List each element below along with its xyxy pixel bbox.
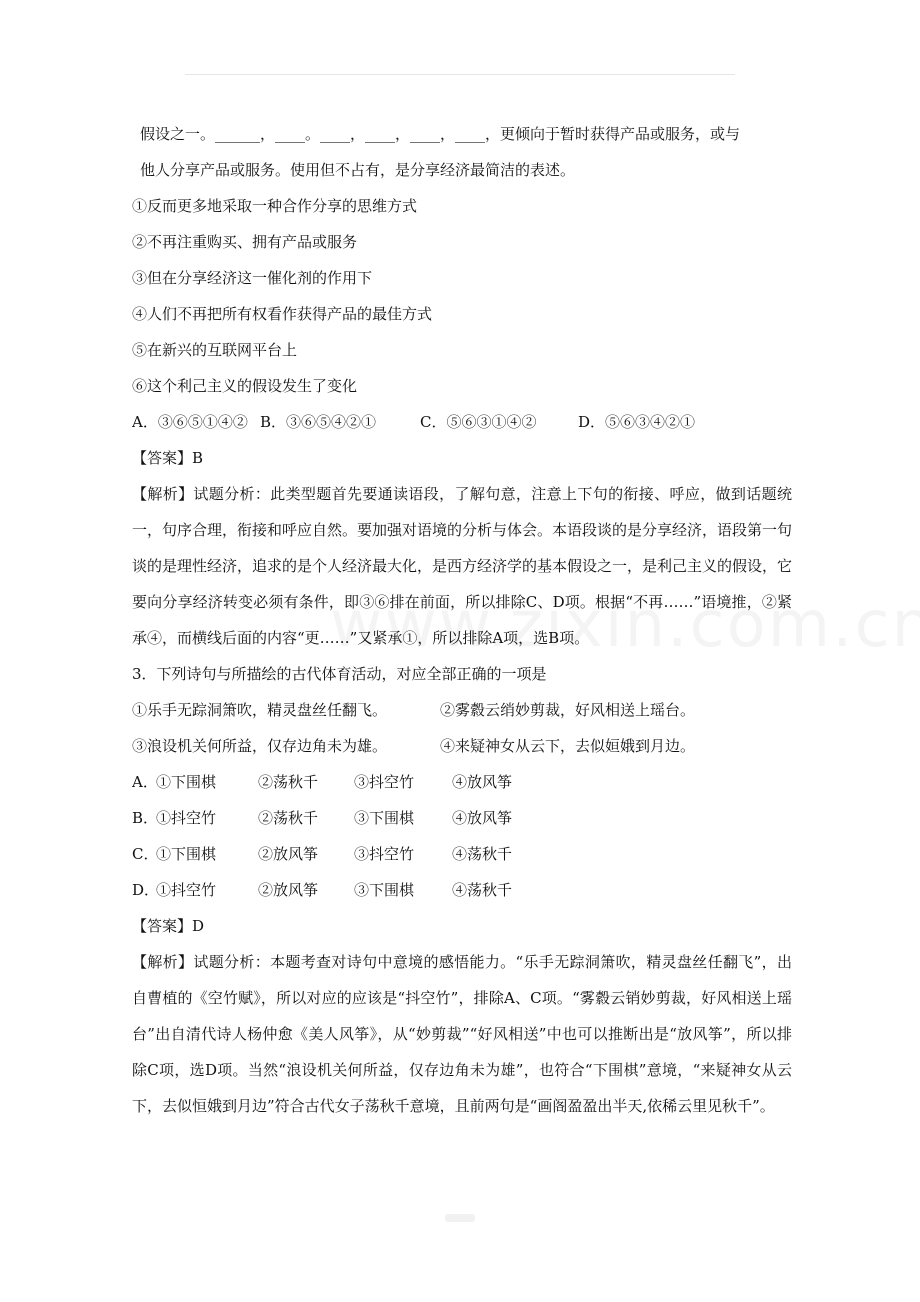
q3-option-row [132,872,792,908]
q2-options [132,404,792,440]
q3-answer: 【答案】D [132,917,205,935]
q3-poem-row [132,728,792,764]
q2-analysis: 【解析】试题分析：此类型题首先要通读语段，了解句意，注意上下句的衔接、呼应，做到话题统一，句序合理，衔接和呼应自然。要加强对语境的分析与体会。本语段谈的是分享经济，语段第一句谈的是理性经济，追求的是个人经济最大化，是西方经济学的基本假设之一，是利己主义的假设，它要向分享经济转变必须有条件，即③⑥排在前面，所以排除C、D项。根据“不再……”语境推，②紧承④，而横线后面的内容“更……”又紧承①，所以排除A项，选B项。 [132,485,793,647]
q3-option-item: ②放风筝 [258,845,319,863]
q3-option-item: ③抖空竹 [354,845,415,863]
q3-option-item: ③下围棋 [354,881,415,899]
q3-option-item: ③抖空竹 [354,773,415,791]
q3-option-item: ④荡秋千 [452,845,513,863]
sentence-1: ①反而更多地采取一种合作分享的思维方式 [132,197,418,215]
q3-option-item: ①下围棋 [156,773,217,791]
q3-option-item: ①抖空竹 [156,809,217,827]
sentence-3: ③但在分享经济这一催化剂的作用下 [132,269,373,287]
q3-option-item: ④放风筝 [452,773,513,791]
q3-option-row [132,800,792,836]
q3-option-letter: B． [132,809,159,827]
q3-option-letter: A． [132,773,158,791]
header-rule [185,74,735,75]
q3-option-item: ②放风筝 [258,881,319,899]
footer-mark [445,1214,475,1222]
sentence-2: ②不再注重购买、拥有产品或服务 [132,233,358,251]
q2-option-b: B．③⑥⑤④②① [260,413,377,431]
q2-option-d: D．⑤⑥③④②① [578,413,696,431]
q3-option-letter: C． [132,845,159,863]
paragraph-line: 假设之一。______，____。____，____，____，____，更倾向于暂时获得产品或服务，或与 [140,125,741,143]
sentence-5: ⑤在新兴的互联网平台上 [132,341,298,359]
q3-option-row [132,764,792,800]
poem-3: ③浪设机关何所益，仅存边角未为雄。 [132,737,388,755]
q3-option-letter: D． [132,881,160,899]
poem-4: ④来疑神女从云下，去似姮娥到月边。 [440,737,696,755]
poem-2: ②雾縠云绡妙剪裁，好风相送上瑶台。 [440,701,696,719]
sentence-6: ⑥这个利己主义的假设发生了变化 [132,377,358,395]
q3-option-item: ③下围棋 [354,809,415,827]
q3-option-row [132,836,792,872]
q2-option-a: A．③⑥⑤①④② [132,413,248,431]
poem-1: ①乐手无踪洞箫吹，精灵盘丝任翻飞。 [132,701,388,719]
q3-poem-row [132,692,792,728]
q3-stem: 3．下列诗句与所描绘的古代体育活动，对应全部正确的一项是 [132,665,547,683]
q2-answer: 【答案】B [132,449,204,467]
q2-option-c: C．⑤⑥③①④② [420,413,537,431]
q3-option-item: ②荡秋千 [258,773,319,791]
q3-analysis: 【解析】试题分析：本题考查对诗句中意境的感悟能力。“乐手无踪洞箫吹，精灵盘丝任翻飞”，出自曹植的《空竹赋》，所以对应的应该是“抖空竹”，排除A、C项。“雾縠云销妙剪裁，好风相送上瑶台”出自清代诗人杨仲愈《美人风筝》，从“妙剪裁”“好风相送”中也可以推断出是“放风筝”，所以排除C项，选D项。当然“浪设机关何所益，仅存边角未为雄”，也符合“下围棋”意境，“来疑神女从云下，去似恒娥到月边”符合古代女子荡秋千意境，且前两句是“画阁盈盈出半天,依稀云里见秋千”。 [132,953,792,1115]
q3-option-item: ①抖空竹 [156,881,217,899]
paragraph-line: 他人分享产品或服务。使用但不占有，是分享经济最简洁的表述。 [140,161,576,179]
sentence-4: ④人们不再把所有权看作获得产品的最佳方式 [132,305,433,323]
q3-option-item: ②荡秋千 [258,809,319,827]
q3-option-item: ④放风筝 [452,809,513,827]
q3-option-item: ①下围棋 [156,845,217,863]
document-body [132,116,792,1124]
q3-option-item: ④荡秋千 [452,881,513,899]
